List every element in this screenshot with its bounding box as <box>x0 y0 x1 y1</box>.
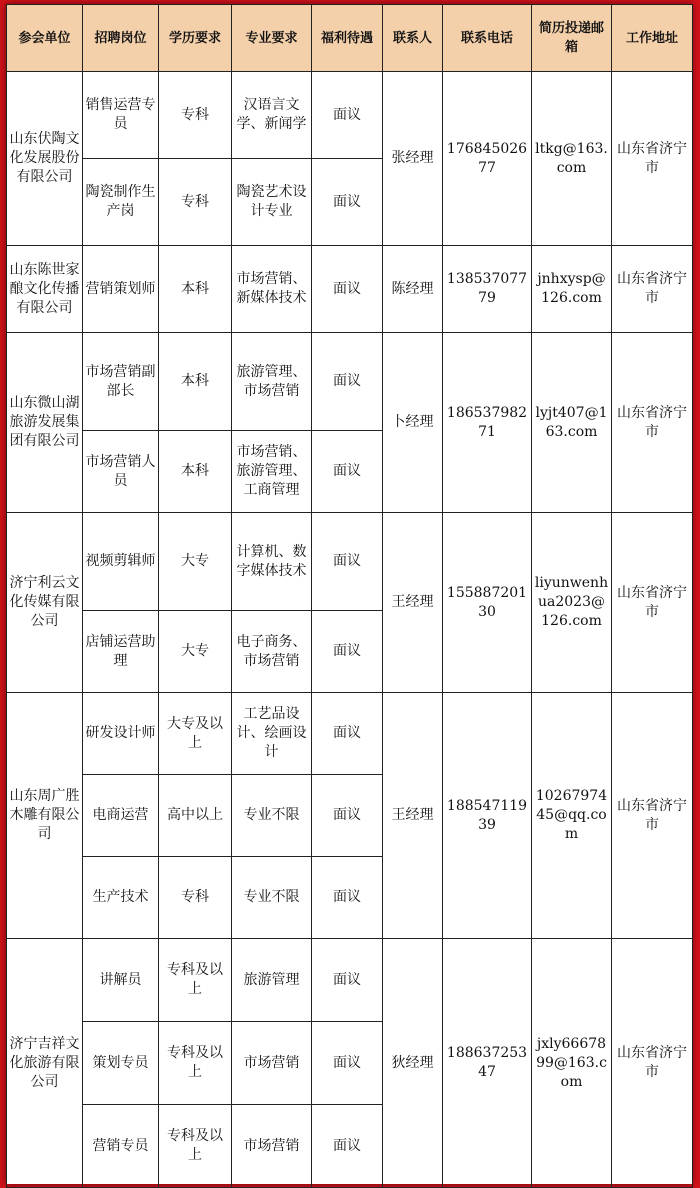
job-welfare: 面议 <box>312 246 383 333</box>
job-title: 生产技术 <box>83 857 159 939</box>
header-welfare: 福利待遇 <box>312 5 383 72</box>
job-major: 旅游管理 <box>232 939 312 1022</box>
job-welfare: 面议 <box>312 159 383 246</box>
company-name: 山东陈世家酿文化传播有限公司 <box>7 246 83 333</box>
job-major: 专业不限 <box>232 857 312 939</box>
job-welfare: 面议 <box>312 1022 383 1105</box>
job-welfare: 面议 <box>312 939 383 1022</box>
job-major: 计算机、数字媒体技术 <box>232 513 312 611</box>
job-education: 专科及以上 <box>159 1105 232 1188</box>
job-title: 销售运营专员 <box>83 72 159 159</box>
job-title: 视频剪辑师 <box>83 513 159 611</box>
job-education: 专科 <box>159 857 232 939</box>
job-welfare: 面议 <box>312 611 383 693</box>
job-education: 本科 <box>159 431 232 513</box>
table-row <box>7 333 693 431</box>
job-major: 市场营销 <box>232 1022 312 1105</box>
job-title: 营销专员 <box>83 1105 159 1188</box>
contact-email: liyunwenhua2023@126.com <box>532 513 612 693</box>
job-welfare: 面议 <box>312 513 383 611</box>
contact-phone: 15588720130 <box>443 513 532 693</box>
table-row <box>7 72 693 159</box>
job-welfare: 面议 <box>312 431 383 513</box>
company-name: 山东周广胜木雕有限公司 <box>7 693 83 939</box>
job-major: 汉语言文学、新闻学 <box>232 72 312 159</box>
job-welfare: 面议 <box>312 72 383 159</box>
company-name: 山东微山湖旅游发展集团有限公司 <box>7 333 83 513</box>
work-address: 山东省济宁市 <box>612 693 693 939</box>
job-welfare: 面议 <box>312 333 383 431</box>
contact-email: lyjt407@163.com <box>532 333 612 513</box>
header-phone: 联系电话 <box>443 5 532 72</box>
header-address: 工作地址 <box>612 5 693 72</box>
job-education: 大专 <box>159 513 232 611</box>
header-email: 简历投递邮箱 <box>532 5 612 72</box>
contact-phone: 18863725347 <box>443 939 532 1188</box>
job-title: 营销策划师 <box>83 246 159 333</box>
header-row <box>7 5 693 72</box>
header-company: 参会单位 <box>7 5 83 72</box>
job-major: 陶瓷艺术设计专业 <box>232 159 312 246</box>
header-position: 招聘岗位 <box>83 5 159 72</box>
contact-email: jnhxysp@126.com <box>532 246 612 333</box>
company-name: 济宁利云文化传媒有限公司 <box>7 513 83 693</box>
contact-phone: 13853707779 <box>443 246 532 333</box>
job-education: 专科及以上 <box>159 939 232 1022</box>
job-title: 店铺运营助理 <box>83 611 159 693</box>
company-name: 济宁吉祥文化旅游有限公司 <box>7 939 83 1188</box>
page-frame <box>6 4 692 1184</box>
work-address: 山东省济宁市 <box>612 333 693 513</box>
job-education: 高中以上 <box>159 775 232 857</box>
job-welfare: 面议 <box>312 775 383 857</box>
contact-person: 王经理 <box>383 513 443 693</box>
work-address: 山东省济宁市 <box>612 72 693 246</box>
job-title: 研发设计师 <box>83 693 159 775</box>
job-title: 市场营销副部长 <box>83 333 159 431</box>
contact-phone: 18854711939 <box>443 693 532 939</box>
contact-email: ltkg@163.com <box>532 72 612 246</box>
table-row <box>7 939 693 1022</box>
job-education: 大专 <box>159 611 232 693</box>
work-address: 山东省济宁市 <box>612 246 693 333</box>
job-welfare: 面议 <box>312 857 383 939</box>
table-row <box>7 693 693 775</box>
job-major: 专业不限 <box>232 775 312 857</box>
work-address: 山东省济宁市 <box>612 939 693 1188</box>
job-welfare: 面议 <box>312 693 383 775</box>
job-welfare: 面议 <box>312 1105 383 1188</box>
job-education: 大专及以上 <box>159 693 232 775</box>
job-major: 市场营销 <box>232 1105 312 1188</box>
job-major: 旅游管理、市场营销 <box>232 333 312 431</box>
job-education: 专科 <box>159 72 232 159</box>
work-address: 山东省济宁市 <box>612 513 693 693</box>
job-title: 讲解员 <box>83 939 159 1022</box>
job-major: 市场营销、新媒体技术 <box>232 246 312 333</box>
job-major: 工艺品设计、绘画设计 <box>232 693 312 775</box>
contact-person: 狄经理 <box>383 939 443 1188</box>
table-row <box>7 513 693 611</box>
job-major: 市场营销、旅游管理、工商管理 <box>232 431 312 513</box>
contact-person: 王经理 <box>383 693 443 939</box>
recruitment-table <box>6 4 693 1188</box>
contact-email: 1026797445@qq.com <box>532 693 612 939</box>
job-title: 策划专员 <box>83 1022 159 1105</box>
table-row <box>7 246 693 333</box>
job-education: 专科及以上 <box>159 1022 232 1105</box>
contact-person: 卜经理 <box>383 333 443 513</box>
contact-phone: 18653798271 <box>443 333 532 513</box>
job-title: 市场营销人员 <box>83 431 159 513</box>
contact-person: 张经理 <box>383 72 443 246</box>
job-education: 专科 <box>159 159 232 246</box>
job-education: 本科 <box>159 246 232 333</box>
contact-phone: 17684502677 <box>443 72 532 246</box>
job-major: 电子商务、市场营销 <box>232 611 312 693</box>
header-major: 专业要求 <box>232 5 312 72</box>
company-name: 山东伏陶文化发展股份有限公司 <box>7 72 83 246</box>
header-contact: 联系人 <box>383 5 443 72</box>
job-title: 陶瓷制作生产岗 <box>83 159 159 246</box>
contact-person: 陈经理 <box>383 246 443 333</box>
job-title: 电商运营 <box>83 775 159 857</box>
job-education: 本科 <box>159 333 232 431</box>
header-education: 学历要求 <box>159 5 232 72</box>
contact-email: jxly6667899@163.com <box>532 939 612 1188</box>
